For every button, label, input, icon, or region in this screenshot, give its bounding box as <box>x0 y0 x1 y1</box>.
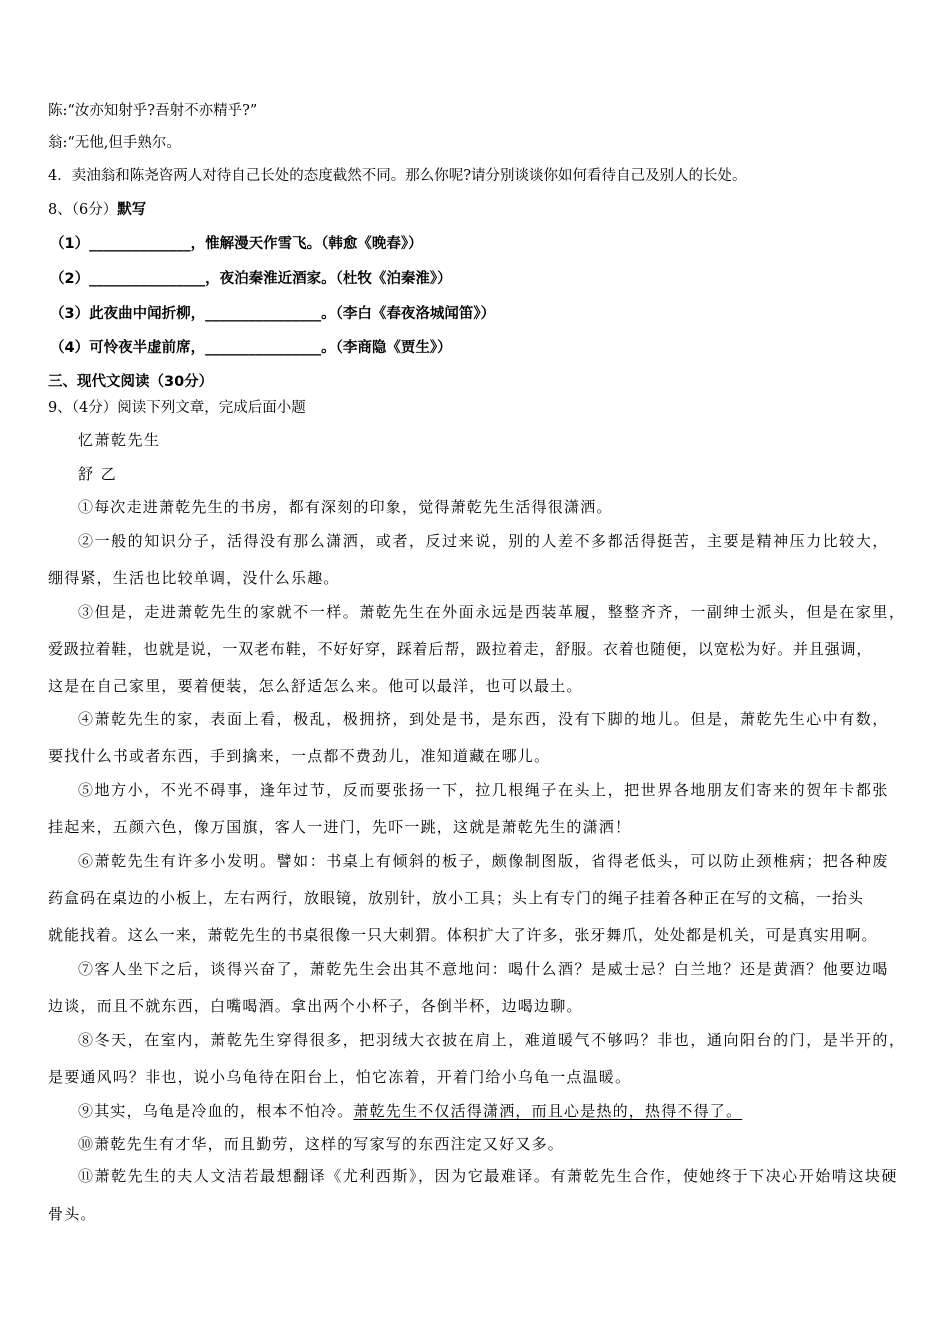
article-line: 边谈，而且不就东西，白嘴喝酒。拿出两个小杯子，各倒半杯，边喝边聊。 <box>48 997 583 1015</box>
article-line: ②一般的知识分子，活得没有那么潇洒，或者，反过来说，别的人差不多都活得挺苦，主要是精神压力比较大， <box>78 532 889 550</box>
section-3-heading: 三、现代文阅读（30分） <box>48 374 214 390</box>
article-line: 挂起来，五颜六色，像万国旗，客人一进门，先吓一跳，这就是萧乾先生的潇洒！ <box>48 818 632 836</box>
question-9: 9、（4分）阅读下列文章，完成后面小题 <box>48 400 306 416</box>
article-title: 忆萧乾先生 <box>78 431 161 449</box>
underlined-sentence: 萧乾先生不仅活得潇洒，而且心是热的，热得不得了。 <box>353 1102 743 1120</box>
q8-header-prefix: 8、（6分） <box>48 202 118 218</box>
q8-item-2: （2）________________，夜泊秦淮近酒家。（杜牧《泊秦淮》） <box>50 271 452 287</box>
dialogue-weng: 翁:“无他,但手熟尔。 <box>48 135 181 151</box>
article-line: ⑤地方小，不光不碍事，逢年过节，反而要张扬一下，拉几根绳子在头上，把世界各地朋友们寄来的贺年卡都张 <box>78 781 889 799</box>
article-line: 是要通风吗？非也，说小乌龟待在阳台上，怕它冻着，开着门给小乌龟一点温暖。 <box>48 1068 632 1086</box>
q8-header-title: 默写 <box>117 202 147 218</box>
article-line: ④萧乾先生的家，表面上看，极乱，极拥挤，到处是书，是东西，没有下脚的地儿。但是，萧乾先生心中有数， <box>78 710 889 728</box>
q8-item-1: （1）______________，惟解漫天作雪飞。（韩愈《晚春》） <box>50 236 423 252</box>
article-author: 舒 乙 <box>78 465 118 483</box>
article-line: ①每次走进萧乾先生的书房，都有深刻的印象，觉得萧乾先生活得很潇洒。 <box>78 498 613 516</box>
article-line: ⑧冬天，在室内，萧乾先生穿得很多，把羽绒大衣披在肩上，难道暖气不够吗？非也，通向阳台的门，是半开的， <box>78 1031 906 1049</box>
article-line: 这是在自己家里，要着便装，怎么舒适怎么来。他可以最洋，也可以最土。 <box>48 677 583 695</box>
article-line: 爱趿拉着鞋，也就是说，一双老布鞋，不好好穿，踩着后帮，趿拉着走，舒服。衣着也随便，以宽松为好。并且强调， <box>48 640 873 658</box>
article-line: ③但是，走进萧乾先生的家就不一样。萧乾先生在外面永远是西装革履，整整齐齐，一副绅士派头，但是在家里， <box>78 603 906 621</box>
article-line: ⑥萧乾先生有许多小发明。譬如：书桌上有倾斜的板子，颇像制图版，省得老低头，可以防止颈椎病；把各种废 <box>78 852 889 870</box>
q8-item-3: （3）此夜曲中闻折柳，________________。（李白《春夜洛城闻笛》） <box>50 306 496 322</box>
article-line: 要找什么书或者东西，手到擒来，一点都不费劲儿，准知道藏在哪儿。 <box>48 747 551 765</box>
article-line-text: ⑨其实，乌龟是冷血的，根本不怕冷。 <box>78 1102 354 1120</box>
question-4: 4．卖油翁和陈尧咨两人对待自己长处的态度截然不同。那么你呢?请分别谈谈你如何看待自己及别人的长处。 <box>48 168 747 184</box>
dialogue-chen: 陈:“汝亦知射乎?吾射不亦精乎?” <box>48 103 258 119</box>
article-line: ⑦客人坐下之后，谈得兴奋了，萧乾先生会出其不意地问：喝什么酒？是威士忌？白兰地？还是黄酒？他要边喝 <box>78 960 889 978</box>
article-line: ⑪萧乾先生的夫人文洁若最想翻译《尤利西斯》，因为它最难译。有萧乾先生合作，使她终于下决心开始啃这块硬 <box>78 1167 899 1185</box>
article-line: ⑩萧乾先生有才华，而且勤劳，这样的写家写的东西注定又好又多。 <box>78 1135 565 1153</box>
article-line: 药盒码在桌边的小板上，左右两行，放眼镜，放别针，放小工具；头上有专门的绳子挂着各种正在写的文稿，一抬头 <box>48 889 865 907</box>
article-line: 就能找着。这么一来，萧乾先生的书桌很像一只大刺猬。体积扩大了许多，张牙舞爪，处处都是机关，可是真实用啊。 <box>48 926 878 944</box>
q8-item-4: （4）可怜夜半虚前席，________________。（李商隐《贾生》） <box>50 340 452 356</box>
article-line-underlined <box>78 1101 940 1121</box>
q8-header <box>48 200 146 220</box>
article-line: 骨头。 <box>48 1205 97 1223</box>
article-line: 绷得紧，生活也比较单调，没什么乐趣。 <box>48 569 340 587</box>
